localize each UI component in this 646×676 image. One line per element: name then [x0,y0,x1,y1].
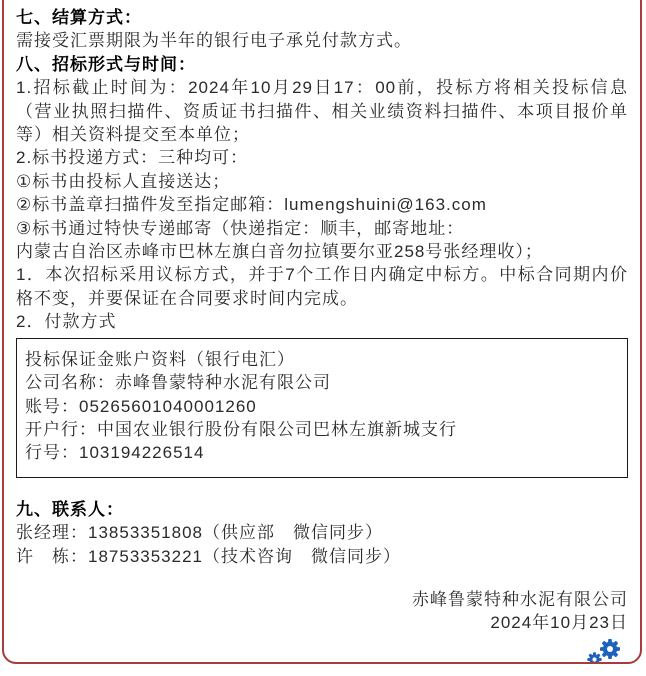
section8-line5: ①标书由投标人直接送达； [16,171,231,191]
contact-technical: 许 栋：18753353221（技术咨询 微信同步） [16,546,401,566]
signature-date: 2024年10月23日 [490,613,628,633]
document-page [2,0,642,664]
gears-icon[interactable] [586,639,622,664]
section8-line2: （营业执照扫描件、资质证书扫描件、相关业绩资料扫描件、本项目报价单 [16,101,628,121]
deposit-box-company: 公司名称：赤峰鲁蒙特种水泥有限公司 [25,373,331,393]
signature-company: 赤峰鲁蒙特种水泥有限公司 [412,589,628,609]
section8-line1: 1.招标截止时间为：2024年10月29日17：00前，投标方将相关投标信息 [16,78,628,98]
section8-line7: ③标书通过特快专递邮寄（快递指定：顺丰，邮寄地址： [16,218,465,238]
section7-heading: 七、结算方式： [16,8,142,27]
section8-line11: 2．付款方式 [16,312,117,332]
section8-line6: ②标书盖章扫描件发至指定邮箱：lumengshuini@163.com [16,195,487,215]
deposit-box-title: 投标保证金账户资料（银行电汇） [25,349,295,369]
deposit-box-bank-code: 行号：103194226514 [25,443,205,463]
section8-heading: 八、招标形式与时间： [16,54,196,74]
section9-heading: 九、联系人： [16,499,124,519]
footer-widget-row [16,639,628,664]
deposit-box-account: 账号：05265601040001260 [25,396,257,416]
deposit-account-box [16,338,628,478]
section8-line10: 格不变，并要保证在合同要求时间内完成。 [16,288,358,308]
section8-line9: 1．本次招标采用议标方式，并于7个工作日内确定中标方。中标合同期内价 [16,265,628,285]
section8-line3: 等）相关资料提交至本单位； [16,125,250,145]
section7-body: 需接受汇票期限为半年的银行电子承兑付款方式。 [16,31,412,51]
contact-manager: 张经理：13853351808（供应部 微信同步） [16,523,383,543]
signature-block [16,588,628,635]
deposit-box-bank: 开户行：中国农业银行股份有限公司巴林左旗新城支行 [25,419,457,439]
section8-line4: 2.标书投递方式：三种均可： [16,148,249,168]
section8-line8: 内蒙古自治区赤峰市巴林左旗白音勿拉镇要尔亚258号张经理收）； [16,242,543,262]
